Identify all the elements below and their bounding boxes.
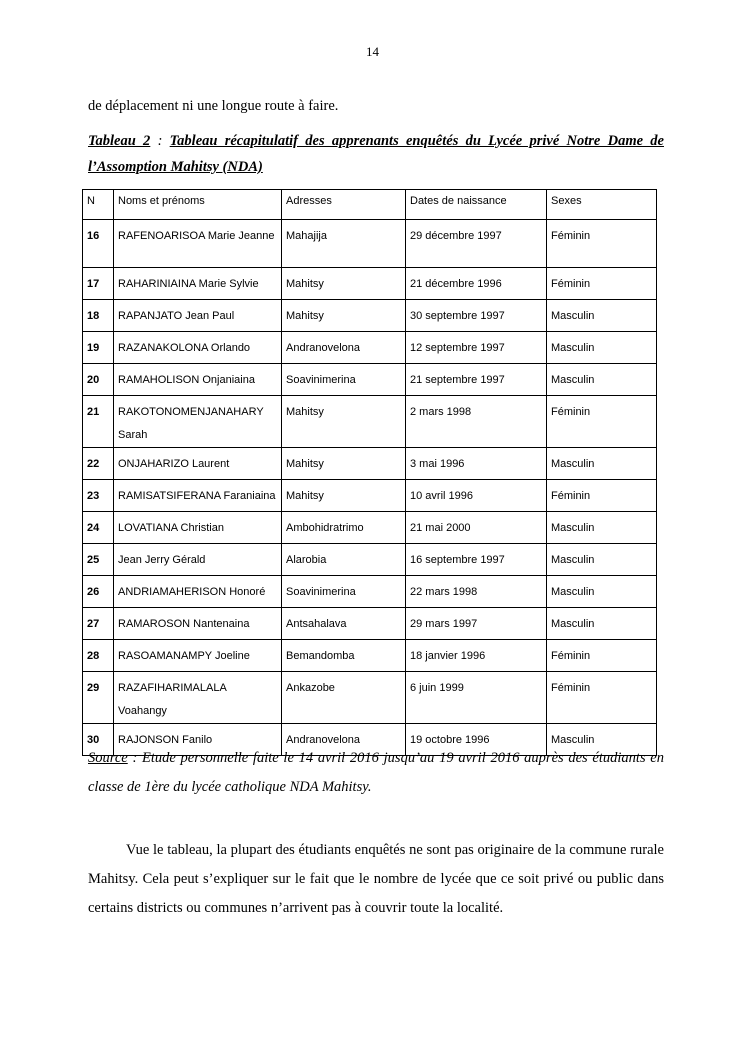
cell-number: 24 (83, 512, 114, 544)
cell-sex: Masculin (547, 576, 657, 608)
cell-name: RAMISATSIFERANA Faraniaina (114, 480, 282, 512)
cell-name: ONJAHARIZO Laurent (114, 448, 282, 480)
intro-text: de déplacement ni une longue route à faire. (88, 98, 339, 114)
students-table (82, 189, 657, 756)
cell-name: RAMAHOLISON Onjaniaina (114, 364, 282, 396)
cell-birth-date: 29 mars 1997 (406, 608, 547, 640)
table-row (83, 332, 657, 364)
cell-address: Soavinimerina (282, 364, 406, 396)
table-row (83, 480, 657, 512)
cell-name: LOVATIANA Christian (114, 512, 282, 544)
cell-address: Bemandomba (282, 640, 406, 672)
caption-title: Tableau récapitulatif des apprenants enquêtés du Lycée privé Notre Dame de l’Assomption Mahitsy (NDA) (88, 133, 664, 175)
body-paragraph: Vue le tableau, la plupart des étudiants enquêtés ne sont pas originaire de la commune rurale Mahitsy. Cela peut s’expliquer sur le fait que le nombre de lycée que ce soit privé ou public dans certains districts ou communes n’arrivent pas à couvrir toute la localité. (88, 842, 664, 916)
header-name: Noms et prénoms (114, 190, 282, 220)
header-n: N (83, 190, 114, 220)
cell-birth-date: 21 décembre 1996 (406, 268, 547, 300)
cell-number: 23 (83, 480, 114, 512)
cell-sex: Masculin (547, 300, 657, 332)
table-row (83, 544, 657, 576)
cell-name: RAZANAKOLONA Orlando (114, 332, 282, 364)
cell-name: RAHARINIAINA Marie Sylvie (114, 268, 282, 300)
cell-birth-date: 18 janvier 1996 (406, 640, 547, 672)
cell-sex: Masculin (547, 332, 657, 364)
cell-number: 20 (83, 364, 114, 396)
table-row (83, 640, 657, 672)
table-row (83, 608, 657, 640)
table-row (83, 220, 657, 268)
cell-number: 17 (83, 268, 114, 300)
cell-sex: Masculin (547, 364, 657, 396)
cell-birth-date: 30 septembre 1997 (406, 300, 547, 332)
cell-name: RAPANJATO Jean Paul (114, 300, 282, 332)
cell-address: Mahitsy (282, 448, 406, 480)
cell-sex: Masculin (547, 448, 657, 480)
cell-name: RAZAFIHARIMALALA Voahangy (114, 672, 282, 724)
cell-birth-date: 12 septembre 1997 (406, 332, 547, 364)
cell-birth-date: 10 avril 1996 (406, 480, 547, 512)
caption-label: Tableau 2 (88, 133, 151, 149)
caption-separator: : (150, 133, 170, 149)
cell-number: 25 (83, 544, 114, 576)
cell-address: Mahajija (282, 220, 406, 268)
cell-address: Antsahalava (282, 608, 406, 640)
cell-sex: Féminin (547, 220, 657, 268)
header-birth: Dates de naissance (406, 190, 547, 220)
table-header-row (83, 190, 657, 220)
cell-birth-date: 21 mai 2000 (406, 512, 547, 544)
table-body (83, 220, 657, 756)
cell-birth-date: 3 mai 1996 (406, 448, 547, 480)
cell-address: Mahitsy (282, 480, 406, 512)
table-row (83, 396, 657, 448)
cell-birth-date: 22 mars 1998 (406, 576, 547, 608)
cell-number: 29 (83, 672, 114, 724)
cell-address: Mahitsy (282, 268, 406, 300)
cell-name: RAFENOARISOA Marie Jeanne (114, 220, 282, 268)
table-caption (88, 128, 664, 180)
cell-name: RASOAMANAMPY Joeline (114, 640, 282, 672)
page-number: 14 (366, 44, 379, 59)
table-row (83, 672, 657, 724)
cell-address: Mahitsy (282, 300, 406, 332)
source-text: : Etude personnelle faite le 14 avril 2016 jusqu’au 19 avril 2016 auprès des étudiants en classe de 1ère du lycée catholique NDA Mahitsy. (88, 750, 664, 795)
source-note (88, 744, 664, 802)
cell-number: 18 (83, 300, 114, 332)
cell-sex: Féminin (547, 480, 657, 512)
cell-birth-date: 16 septembre 1997 (406, 544, 547, 576)
cell-number: 22 (83, 448, 114, 480)
cell-birth-date: 2 mars 1998 (406, 396, 547, 448)
cell-birth-date: 29 décembre 1997 (406, 220, 547, 268)
cell-sex: Masculin (547, 512, 657, 544)
cell-address: Ambohidratrimo (282, 512, 406, 544)
cell-address: Andranovelona (282, 332, 406, 364)
cell-number: 19 (83, 332, 114, 364)
table-row (83, 576, 657, 608)
cell-number: 28 (83, 640, 114, 672)
cell-sex: Féminin (547, 640, 657, 672)
cell-address: Mahitsy (282, 396, 406, 448)
cell-address: Andranovelona (282, 724, 406, 756)
cell-address: Alarobia (282, 544, 406, 576)
table-row (83, 512, 657, 544)
cell-sex: Féminin (547, 396, 657, 448)
cell-number: 21 (83, 396, 114, 448)
source-label: Source (88, 750, 128, 766)
cell-birth-date: 21 septembre 1997 (406, 364, 547, 396)
cell-number: 27 (83, 608, 114, 640)
cell-sex: Féminin (547, 672, 657, 724)
cell-sex: Masculin (547, 608, 657, 640)
cell-name: RAMAROSON Nantenaina (114, 608, 282, 640)
cell-name: Jean Jerry Gérald (114, 544, 282, 576)
cell-sex: Féminin (547, 268, 657, 300)
table-row (83, 364, 657, 396)
cell-name: RAKOTONOMENJANAHARY Sarah (114, 396, 282, 448)
cell-name: ANDRIAMAHERISON Honoré (114, 576, 282, 608)
cell-sex: Masculin (547, 724, 657, 756)
cell-birth-date: 19 octobre 1996 (406, 724, 547, 756)
table-row (83, 448, 657, 480)
cell-number: 30 (83, 724, 114, 756)
table-row (83, 268, 657, 300)
cell-birth-date: 6 juin 1999 (406, 672, 547, 724)
cell-number: 16 (83, 220, 114, 268)
cell-name: RAJONSON Fanilo (114, 724, 282, 756)
table-row (83, 300, 657, 332)
cell-number: 26 (83, 576, 114, 608)
cell-sex: Masculin (547, 544, 657, 576)
header-address: Adresses (282, 190, 406, 220)
cell-address: Ankazobe (282, 672, 406, 724)
header-sex: Sexes (547, 190, 657, 220)
cell-address: Soavinimerina (282, 576, 406, 608)
